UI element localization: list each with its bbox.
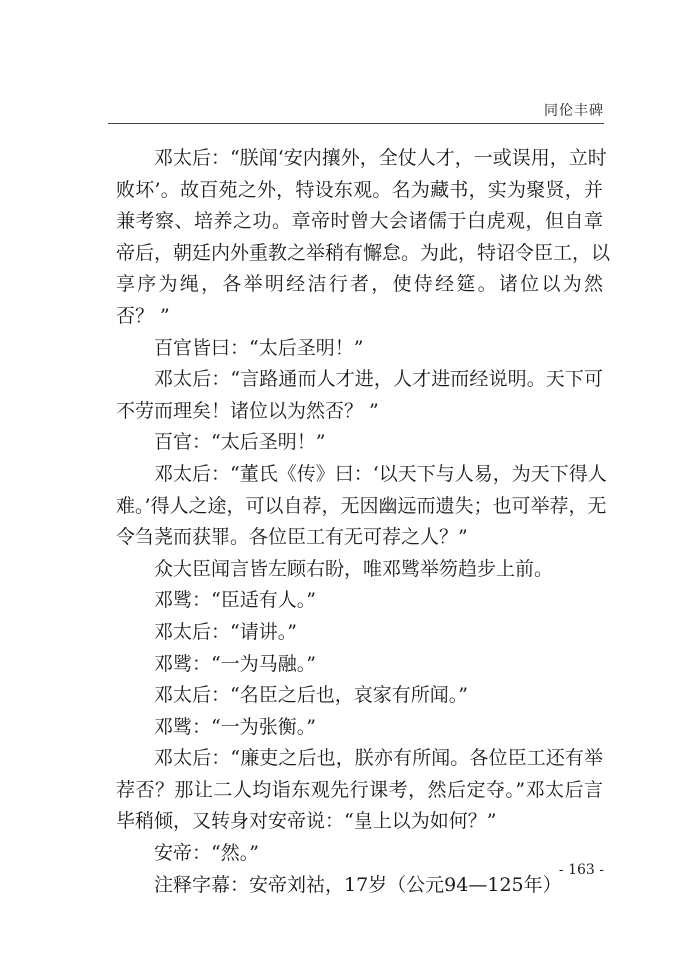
text-line: 邓骘：“臣适有人。”: [154, 589, 316, 612]
text-line: 否？ ”: [116, 304, 170, 327]
text-line: 邓太后：“请讲。”: [154, 620, 297, 643]
text-line: 邓骘：“一为马融。”: [154, 652, 316, 675]
text-line: 邓太后：“廉吏之后也，朕亦有所闻。各位臣工还有举: [154, 747, 603, 770]
text-line: 不劳而理矣！诸位以为然否？ ”: [116, 399, 379, 422]
text-line: 邓太后：“朕闻‘安内攘外，全仗人才，一或误用，立时: [154, 147, 607, 169]
text-line: 兼考察、培养之功。章帝时曾大会诸儒于白虎观，但自章: [116, 210, 603, 233]
text-line: 安帝：“然。”: [154, 842, 259, 865]
text-line: 注释字幕：安帝刘祜，17岁（公元94—125年）: [154, 873, 562, 896]
text-line: 邓骘：“一为张衡。”: [154, 715, 316, 738]
body-text: [116, 143, 611, 901]
text-line: 邓太后：“董氏《传》曰：‘以天下与人易，为天下得人: [154, 462, 607, 485]
text-line: 百官：“太后圣明！”: [154, 431, 326, 454]
text-line: 难。’得人之途，可以自荐，无因幽远而遗失；也可举荐，无: [116, 494, 607, 517]
text-line: 帝后，朝廷内外重教之举稍有懈怠。为此，特诏令臣工，以: [116, 241, 611, 264]
text-line: 败坏’。故百苑之外，特设东观。名为藏书，实为聚贤，并: [116, 178, 603, 201]
text-line: 荐否？那让二人均诣东观先行课考，然后定夺。”邓太后言: [116, 778, 603, 801]
text-line: 邓太后：“名臣之后也，哀家有所闻。”: [154, 684, 468, 707]
header-rule: [108, 123, 604, 124]
text-line: 众大臣闻言皆左顾右盼，唯邓骘举笏趋步上前。: [154, 557, 554, 580]
text-line: 邓太后：“言路通而人才进，人才进而经说明。天下可: [154, 368, 603, 391]
text-line: 令刍荛而获罪。各位臣工有无可荐之人？”: [116, 526, 468, 549]
page-number: - 163 -: [558, 862, 604, 878]
text-line: 毕稍倾，又转身对安帝说：“皇上以为如何？”: [116, 810, 497, 833]
text-line: 享序为绳，各举明经洁行者，使侍经筵。诸位以为然: [116, 273, 603, 296]
text-line: 百官皆曰：“太后圣明！”: [154, 336, 364, 359]
running-head: 同伦丰碑: [544, 103, 604, 119]
